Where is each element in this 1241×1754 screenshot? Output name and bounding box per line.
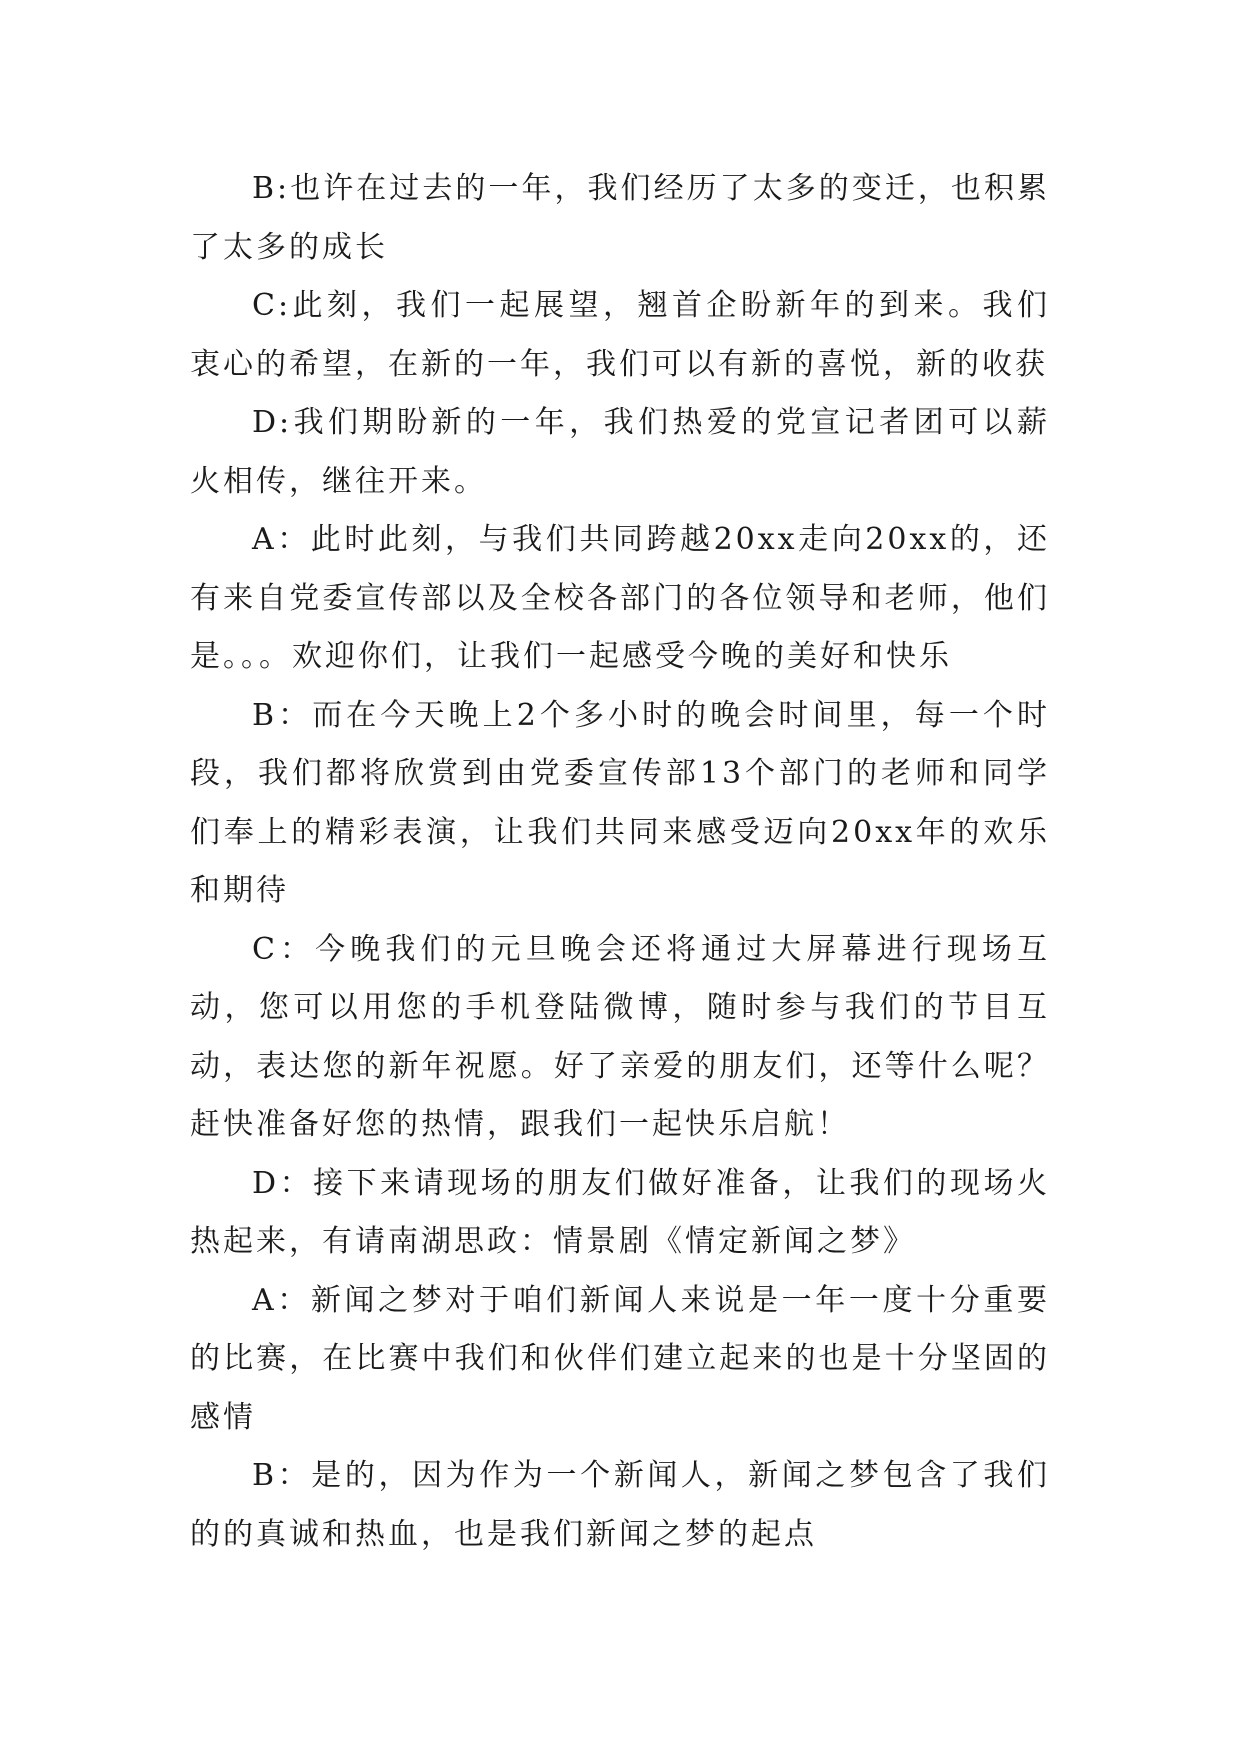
dialogue-paragraph: D:我们期盼新的一年，我们热爱的党宣记者团可以薪火相传，继往开来。: [190, 405, 1050, 499]
dialogue-paragraph: C：今晚我们的元旦晚会还将通过大屏幕进行现场互动，您可以用您的手机登陆微博，随时参与我们的节目互动，表达您的新年祝愿。好了亲爱的朋友们，还等什么呢？赶快准备好您的热情，跟我们一起快乐启航！: [190, 931, 1050, 1142]
dialogue-paragraph: B：是的，因为作为一个新闻人，新闻之梦包含了我们的的真诚和热血，也是我们新闻之梦的起点: [190, 1458, 1050, 1552]
dialogue-paragraph: A：新闻之梦对于咱们新闻人来说是一年一度十分重要的比赛，在比赛中我们和伙伴们建立起来的也是十分坚固的感情: [190, 1282, 1050, 1435]
dialogue-paragraph: D：接下来请现场的朋友们做好准备，让我们的现场火热起来，有请南湖思政：情景剧《情定新闻之梦》: [190, 1165, 1050, 1259]
dialogue-paragraph: B：而在今天晚上2个多小时的晚会时间里，每一个时段，我们都将欣赏到由党委宣传部13个部门的老师和同学们奉上的精彩表演，让我们共同来感受迈向20xx年的欢乐和期待: [190, 697, 1050, 908]
document-body: [190, 160, 1050, 1564]
dialogue-paragraph: C:此刻，我们一起展望，翘首企盼新年的到来。我们衷心的希望，在新的一年，我们可以有新的喜悦，新的收获: [190, 288, 1050, 382]
dialogue-paragraph: B:也许在过去的一年，我们经历了太多的变迁，也积累了太多的成长: [190, 171, 1050, 265]
dialogue-paragraph: A：此时此刻，与我们共同跨越20xx走向20xx的，还有来自党委宣传部以及全校各部门的各位领导和老师，他们是。。。欢迎你们，让我们一起感受今晚的美好和快乐: [190, 522, 1050, 674]
